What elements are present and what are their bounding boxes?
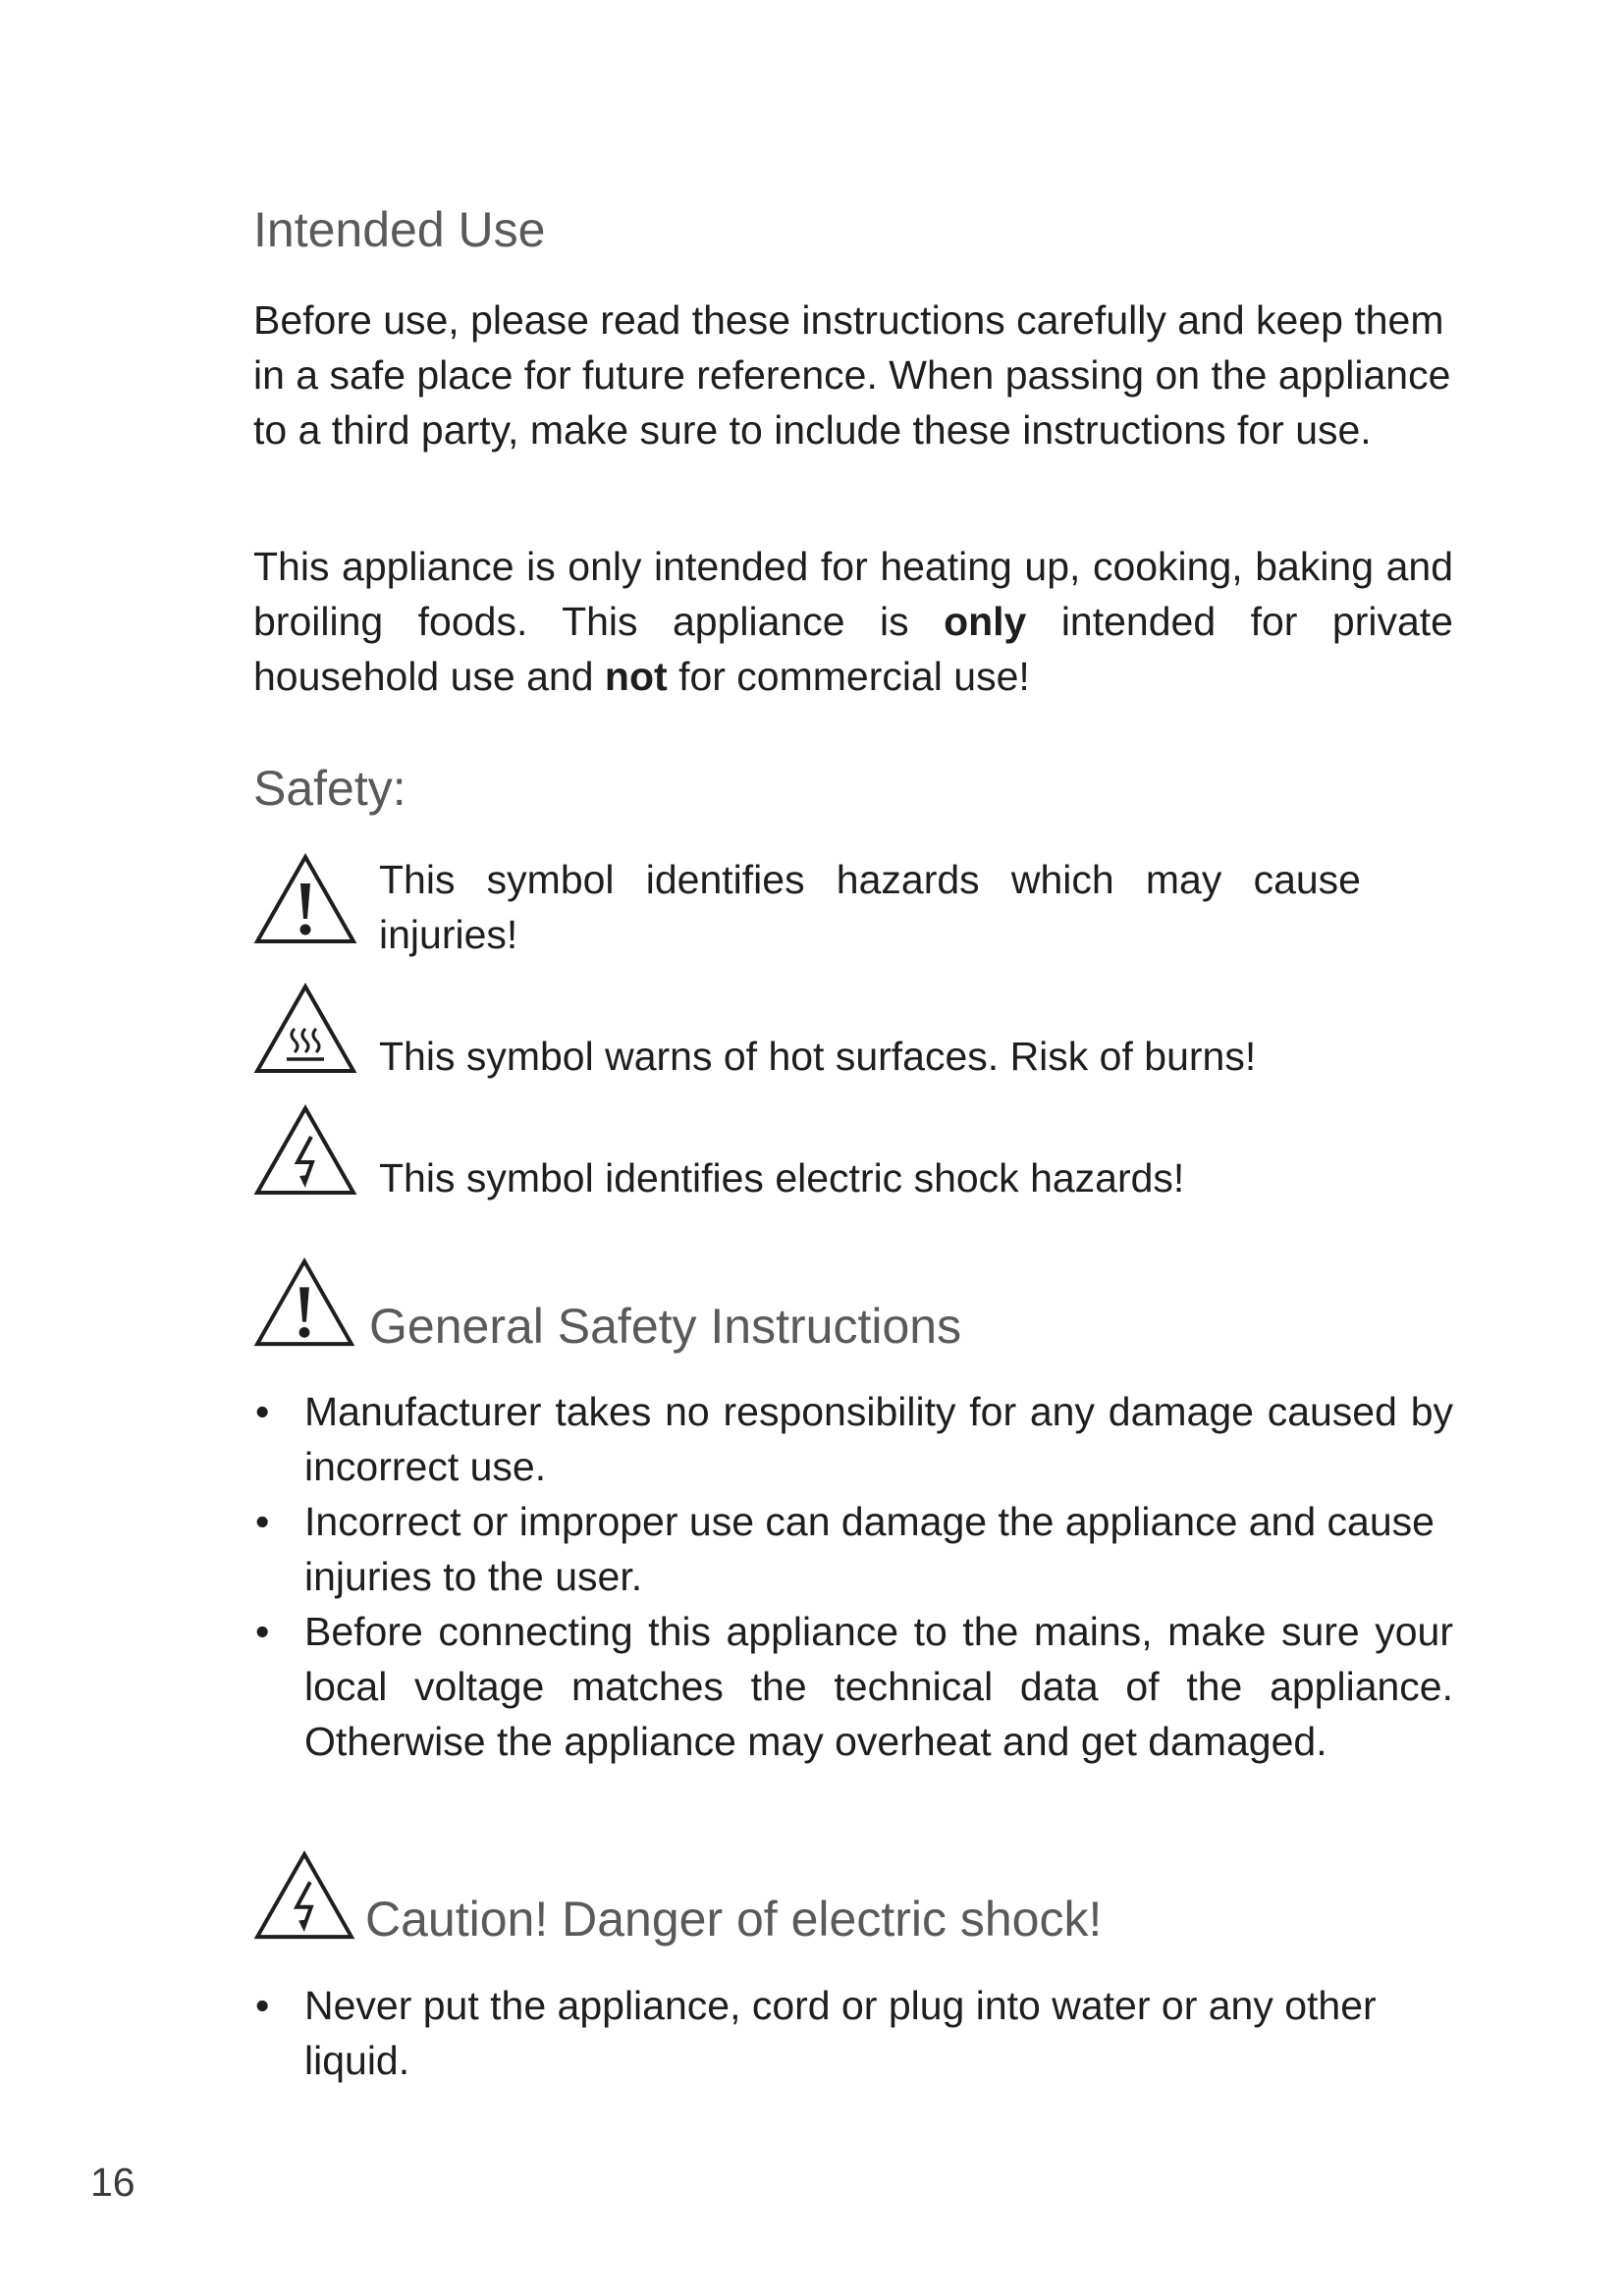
warning-exclamation-icon bbox=[253, 852, 357, 946]
electric-shock-icon bbox=[253, 1103, 357, 1198]
symbol-text-injury: This symbol identifies hazards which may cause injuries! bbox=[379, 857, 1361, 957]
list-item-text: Incorrect or improper use can damage the appliance and cause injuries to the user. bbox=[304, 1499, 1435, 1599]
caution-header bbox=[253, 1849, 1453, 1948]
list-item bbox=[253, 1384, 1453, 1494]
page-number: 16 bbox=[90, 2160, 135, 2205]
list-item-text: Never put the appliance, cord or plug into water or any other liquid. bbox=[304, 1983, 1377, 2083]
list-item-text: Before connecting this appliance to the mains, make sure your local voltage matches the technical data of the appliance. Otherwise the appliance may overheat and get damaged. bbox=[304, 1609, 1453, 1764]
hot-surface-icon bbox=[253, 982, 357, 1076]
safety-heading: Safety: bbox=[253, 761, 406, 816]
caution-list bbox=[253, 1978, 1453, 2088]
bullet-marker: • bbox=[255, 1499, 270, 1544]
general-safety-list bbox=[253, 1384, 1453, 1769]
symbol-row-hot bbox=[253, 982, 1453, 1080]
paragraph-text: for commercial use! bbox=[667, 654, 1030, 699]
warning-exclamation-icon bbox=[253, 1256, 355, 1349]
symbol-row-injury bbox=[253, 852, 1453, 960]
paragraph-text: This appliance is only intended for heating up, cooking, baking and broiling foods. This appliance is bbox=[253, 544, 1453, 644]
caution-heading: Caution! Danger of electric shock! bbox=[365, 1892, 1103, 1947]
symbol-text-hot: This symbol warns of hot surfaces. Risk of burns! bbox=[379, 1034, 1257, 1079]
symbol-row-electric bbox=[253, 1103, 1453, 1201]
electric-shock-icon bbox=[253, 1849, 355, 1942]
list-item bbox=[253, 1494, 1453, 1604]
bullet-marker: • bbox=[255, 1609, 270, 1654]
intended-use-heading: Intended Use bbox=[253, 202, 546, 257]
general-safety-header bbox=[253, 1256, 1453, 1355]
list-item bbox=[253, 1604, 1453, 1769]
general-safety-heading: General Safety Instructions bbox=[369, 1299, 962, 1354]
intended-use-paragraph-2 bbox=[253, 539, 1453, 704]
bullet-marker: • bbox=[255, 1389, 270, 1434]
intended-use-paragraph-1: Before use, please read these instructions carefully and keep them in a safe place for future reference. When passing on the appliance to a third party, make sure to include these instructions for use. bbox=[253, 297, 1451, 453]
list-item-text: Manufacturer takes no responsibility for any damage caused by incorrect use. bbox=[304, 1389, 1453, 1489]
paragraph-text: intended for private household use and bbox=[253, 599, 1453, 699]
symbol-text-electric: This symbol identifies electric shock hazards! bbox=[379, 1155, 1185, 1201]
emphasis-only: only bbox=[944, 599, 1027, 644]
bullet-marker: • bbox=[255, 1983, 270, 2028]
list-item bbox=[253, 1978, 1453, 2088]
emphasis-not: not bbox=[604, 654, 668, 699]
